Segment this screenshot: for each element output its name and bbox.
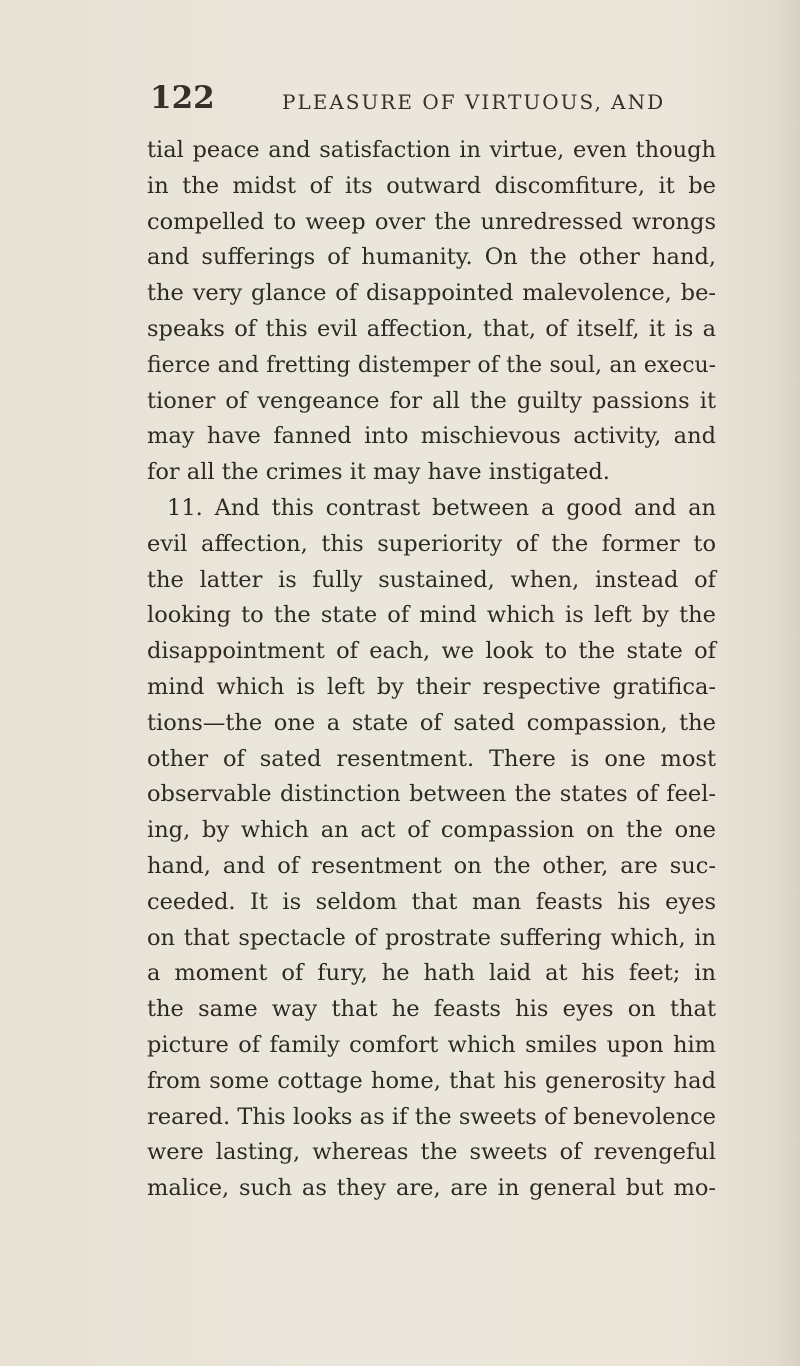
text-line: tial peace and satisfaction in virtue, even though	[147, 137, 716, 163]
text-line: speaks of this evil affection, that, of itself, it is a	[147, 315, 716, 342]
text-line: looking to the state of mind which is left by the	[147, 602, 716, 629]
text-line: the latter is fully sustained, when, instead of	[147, 566, 716, 593]
text-line: picture of family comfort which smiles upon him	[147, 1031, 716, 1058]
text-line: were lasting, whereas the sweets of revengeful	[147, 1139, 716, 1166]
text-line: may have fanned into mischievous activity, and	[147, 423, 716, 450]
text-line: a moment of fury, he hath laid at his feet; in	[147, 960, 716, 987]
text-line: other of sated resentment. There is one most	[147, 745, 716, 772]
text-line: ing, by which an act of compassion on the one	[147, 817, 716, 844]
text-line: disappointment of each, we look to the state of	[147, 638, 716, 665]
text-line: and sufferings of humanity. On the other hand,	[147, 244, 716, 271]
running-title: PLEASURE OF VIRTUOUS, AND	[282, 90, 666, 114]
text-line: hand, and of resentment on the other, are suc-	[147, 852, 716, 879]
text-line: observable distinction between the states of feel-	[147, 781, 716, 808]
text-line: fierce and fretting distemper of the soul, an execu-	[147, 352, 716, 378]
paragraph-start-line: 11. And this contrast between a good and an	[167, 494, 716, 521]
text-line: tioner of vengeance for all the guilty passions it	[147, 387, 716, 414]
text-line: tions—the one a state of sated compassion, the	[147, 709, 716, 736]
text-line: for all the crimes it may have instigated.	[147, 459, 610, 486]
text-line: in the midst of its outward discomfiture, it be	[147, 172, 716, 199]
page-number: 122	[150, 80, 215, 116]
text-line: reared. This looks as if the sweets of benevolence	[147, 1103, 716, 1130]
text-line: compelled to weep over the unredressed wrongs	[147, 208, 716, 235]
text-line: ceeded. It is seldom that man feasts his eyes	[147, 888, 716, 915]
page-header	[150, 80, 710, 120]
body-text	[147, 133, 716, 1207]
text-line: on that spectacle of prostrate suffering which, in	[147, 924, 716, 951]
text-line: the very glance of disappointed malevolence, be-	[147, 280, 716, 307]
text-line: the same way that he feasts his eyes on that	[147, 996, 716, 1023]
text-line: mind which is left by their respective gratifica-	[147, 673, 716, 700]
text-line: malice, such as they are, are in general but mo-	[147, 1175, 716, 1202]
text-line: evil affection, this superiority of the former to	[147, 530, 716, 557]
text-line: from some cottage home, that his generosity had	[147, 1067, 716, 1094]
